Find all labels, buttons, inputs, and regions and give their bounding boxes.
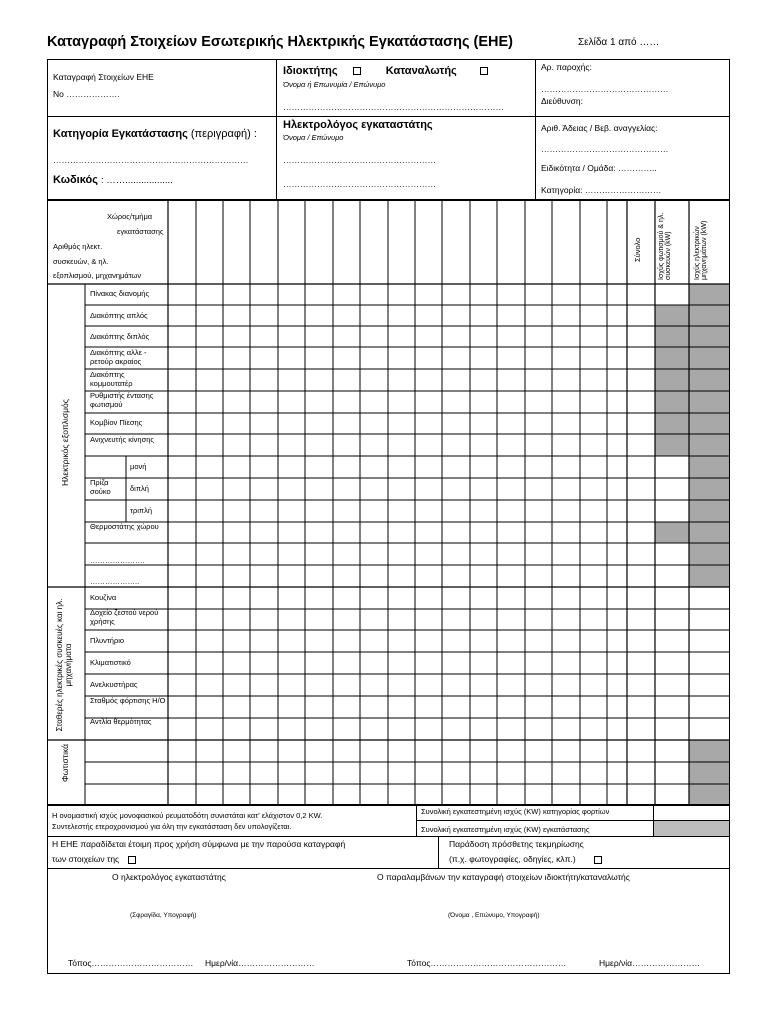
row-label-cooker: Κουζίνα bbox=[90, 593, 117, 602]
signatures-frame bbox=[47, 868, 730, 974]
row-label-blank-2[interactable]: ……………….. bbox=[90, 577, 140, 586]
corner-device-label-1: Αριθμός ηλεκτ. bbox=[53, 242, 103, 251]
total-category-label: Συνολική εγκατεστημένη ισχύς (KW) κατηγορίας φορτίων bbox=[421, 807, 610, 816]
row-label-dimmer: Ρυθμιστής έντασης φωτισμού bbox=[90, 391, 154, 409]
license-field[interactable]: ……………………………………… bbox=[541, 144, 669, 154]
notes-frame bbox=[47, 805, 730, 837]
corner-device-label-3: εξοπλισμού, μηχανημάτων bbox=[53, 271, 142, 280]
sign-electrician-label: Ο ηλεκτρολόγος εγκαταστάτης bbox=[112, 872, 226, 882]
category-field[interactable]: …………………………………………………………… bbox=[53, 155, 249, 165]
owner-label: Ιδιοκτήτης bbox=[283, 65, 338, 77]
supply-number-label: Αρ. παροχής: bbox=[541, 62, 592, 72]
row-label-push-button: Κομβίον Πίεσης bbox=[90, 418, 143, 427]
handover-frame bbox=[47, 836, 730, 869]
row-label-ev-charger: Σταθμός φόρτισης Η/Ο bbox=[90, 696, 166, 705]
row-label-blank-1[interactable]: …………………. bbox=[90, 556, 145, 565]
row-label-socket-single: μονή bbox=[130, 462, 147, 471]
total-install-value[interactable] bbox=[654, 821, 729, 836]
category-class-field[interactable]: Κατηγορία: ……………………… bbox=[541, 185, 662, 195]
row-label-motion-detector: Ανιχνευτής κίνησης bbox=[90, 435, 154, 444]
sign-stamp-hint: (Σφραγίδα, Υπογραφή) bbox=[130, 912, 197, 919]
sign-receiver-label: Ο παραλαμβάνων την καταγραφή στοιχείων ιδιοκτήτη/καταναλωτής bbox=[377, 872, 630, 882]
handover-line-1: Η ΕΗΕ παραδίδεται έτοιμη προς χρήση σύμφωνα με την παρούσα καταγραφή bbox=[52, 839, 346, 849]
group-equipment-label: Ηλεκτρικός εξοπλισμός bbox=[60, 399, 70, 486]
address-field[interactable]: ……………………………………… bbox=[541, 109, 669, 119]
owner-name-hint: Όνομα ή Επωνυμία / Επώνυμο bbox=[283, 80, 386, 89]
license-label: Αριθ. Άδειας / Βεβ. αναγγελίας: bbox=[541, 123, 658, 133]
col-lighting-power-header: Ισχύς φωτισμού & ηλ. συσκευών (kW) bbox=[658, 212, 673, 280]
supply-number-field[interactable]: ……………………………………… bbox=[541, 84, 669, 94]
row-label-elevator: Ανελκυστήρας bbox=[90, 680, 138, 689]
row-label-washing-machine: Πλυντήριο bbox=[90, 636, 125, 645]
electrician-label: Ηλεκτρολόγος εγκαταστάτης bbox=[283, 119, 433, 131]
row-label-stair-switch: Διακόπτης αλλε - ρετούρ ακραίος bbox=[90, 348, 147, 366]
code-field[interactable]: : …….................. bbox=[100, 175, 173, 186]
date-field-2[interactable]: Ημερ/νία…………………… bbox=[599, 958, 701, 968]
corner-device-label-2: συσκευών, & ηλ. bbox=[53, 257, 109, 266]
address-label: Διεύθυνση: bbox=[541, 96, 583, 106]
form-title: Καταγραφή Στοιχείων Εσωτερικής Ηλεκτρικής Εγκατάστασης (ΕΗΕ) bbox=[47, 34, 513, 50]
corner-area-label-1: Χώρος/τμήμα bbox=[107, 212, 153, 221]
total-install-label: Συνολική εγκατεστημένη ισχύς (KW) εγκατάστασης bbox=[421, 825, 590, 834]
place-field-2[interactable]: Τόπος………………………………………… bbox=[407, 958, 567, 968]
handover-line-2-text: των στοιχείων της bbox=[52, 854, 120, 864]
row-label-water-heater: Δοχείο ζεστού νερού χρήσης bbox=[90, 608, 159, 626]
row-label-commutator: Διακόπτης κομμουτατέρ bbox=[90, 370, 133, 388]
corner-area-label-2: εγκατάστασης bbox=[117, 227, 164, 236]
consumer-label: Καταναλωτής bbox=[385, 65, 457, 77]
record-number[interactable]: Νο ………………. bbox=[53, 89, 120, 99]
row-label-heat-pump: Αντλία θερμότητας bbox=[90, 717, 152, 726]
row-label-air-conditioner: Κλιματιστικό bbox=[90, 658, 131, 667]
row-label-single-switch: Διακόπτης απλός bbox=[90, 311, 148, 320]
page-number: Σελίδα 1 από …… bbox=[578, 37, 660, 48]
group-fixed-label: Σταθερές ηλεκτρικές συσκευές και ηλ. μηχανήματα bbox=[55, 598, 73, 732]
sign-name-hint: (Όνομα , Επώνυμο, Υπογραφή) bbox=[448, 912, 540, 919]
handover-divider bbox=[438, 836, 439, 869]
record-label: Καταγραφή Στοιχείων ΕΗΕ bbox=[53, 72, 154, 82]
electrician-field-2[interactable]: ……………………………………………… bbox=[283, 179, 436, 189]
owner-name-field[interactable]: …………………………………………………………………… bbox=[283, 102, 504, 112]
row-label-distribution-board: Πίνακας διανομής bbox=[90, 289, 150, 298]
row-label-socket-triple: τριπλή bbox=[130, 506, 152, 515]
note-simultaneity: Συντελεστής ετεροχρονισμού για όλη την εγκατάσταση δεν υπολογίζεται. bbox=[52, 822, 292, 831]
electrician-hint: Όνομα / Επώνυμο bbox=[283, 133, 344, 142]
col-machine-power-header: Ισχύς ηλεκτρικών μηχανημάτων (kW) bbox=[694, 220, 709, 280]
specialty-field[interactable]: Ειδικότητα / Ομάδα: ………….. bbox=[541, 163, 657, 173]
code-label: Κωδικός bbox=[53, 174, 98, 186]
electrician-field-1[interactable]: ……………………………………………… bbox=[283, 155, 436, 165]
note-socket-power: Η ονομαστική ισχύς μονοφασικού ρευματοδότη συνιστάται κατ' ελάχιστον 0,2 KW. bbox=[52, 811, 323, 820]
date-field-1[interactable]: Ημερ/νία……………………… bbox=[205, 958, 315, 968]
place-field-1[interactable]: Τόπος……………………………… bbox=[68, 958, 194, 968]
group-lighting-label: Φωτιστικά bbox=[60, 743, 70, 782]
category-desc: (περιγραφή) : bbox=[190, 128, 257, 140]
docs-line-1: Παράδοση πρόσθετης τεκμηρίωσης bbox=[449, 839, 584, 849]
row-label-double-switch: Διακόπτης διπλός bbox=[90, 332, 150, 341]
row-label-thermostat: Θερμοστάτης χώρου bbox=[90, 522, 159, 531]
row-label-socket: Πρίζα σούκο bbox=[90, 478, 111, 496]
col-total-header: Σύνολο bbox=[633, 237, 642, 262]
docs-line-2-text: (π.χ. φωτογραφίες, οδηγίες, κλπ.) bbox=[449, 854, 576, 864]
category-label: Κατηγορία Εγκατάστασης bbox=[53, 128, 188, 140]
notes-divider bbox=[416, 805, 417, 837]
row-label-socket-double: διπλή bbox=[130, 484, 149, 493]
